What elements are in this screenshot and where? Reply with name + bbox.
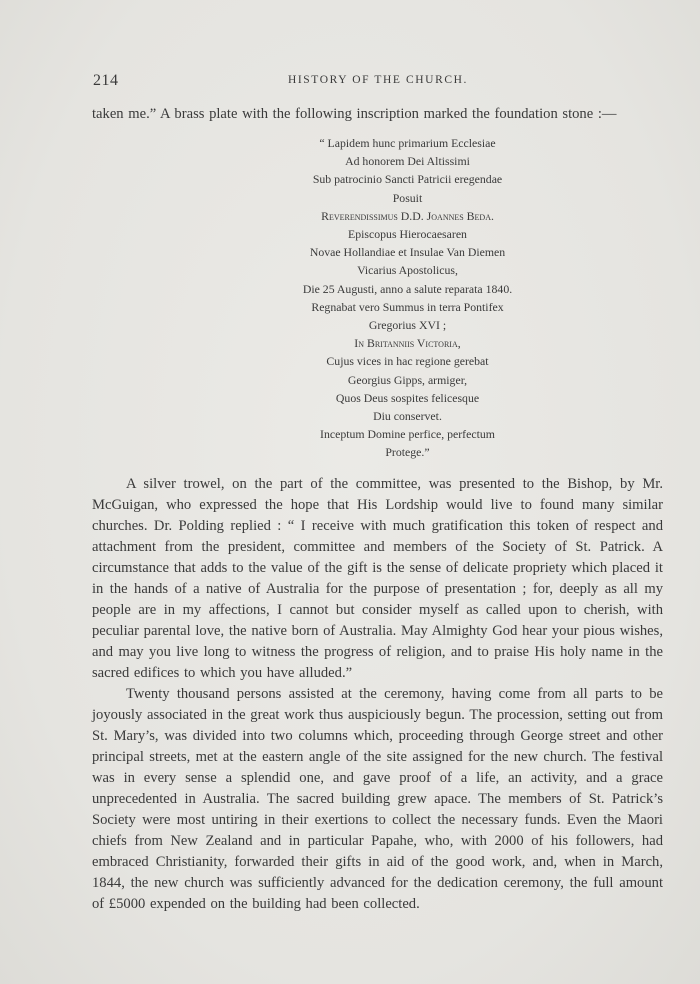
foundation-stone-inscription [92,134,663,462]
inscription-line: Sub patrocinio Sancti Patricii eregendae [312,172,503,187]
inscription-line: Vicarius Apostolicus, [357,263,458,278]
inscription-line: Diu conservet. [373,409,442,424]
opening-paragraph: taken me.” A brass plate with the following inscription marked the foundation stone :— [92,106,617,122]
inscription-line: Inceptum Domine perfice, perfectum [320,427,495,442]
page-body [92,104,663,915]
inscription-line: Die 25 Augusti, anno a salute reparata 1840. [302,281,513,296]
inscription-line: Cujus vices in hac regione gerebat [326,354,489,369]
inscription-line: “ Lapidem hunc primarium Ecclesiae [319,136,496,150]
trowel-paragraph: A silver trowel, on the part of the committee, was presented to the Bishop, by Mr. McGuigan, who expressed the hope that His Lordship would live to found many similar churches. Dr. Polding replied : “ I receive with much gratification this token of respect and attachment from the president, committee and members of the Society of St. Patrick. A circumstance that adds to the value of the gift is the sense of delicate propriety which placed it in the hands of a native of Australia for the purpose of presentation ; for, deeply as all my people are in my affections, I cannot but consider myself as called upon to cherish, with peculiar parental love, the native born of Australia. May Almighty God hear your pious wishes, and may you live long to witness the progress of religion, and to praise His holy name in the sacred edifices to which you have alluded.” [92,475,663,681]
inscription-line: Episcopus Hierocaesaren [348,227,467,242]
ceremony-paragraph: Twenty thousand persons assisted at the ceremony, having come from all parts to be joyously associated in the great work thus auspiciously begun. The procession, setting out from St. Mary’s, was divided into two columns which, proceeding through George street and other principal streets, met at the eastern angle of the site assigned for the new church. The festival was in every sense a splendid one, and gave proof of a life, an activity, and a grace unprecedented in Australia. The sacred building grew apace. The members of St. Patrick’s Society were most untiring in their exertions to collect the necessary funds. Even the Maori chiefs from New Zealand and in particular Papahe, who, with 2000 of his followers, had embraced Christianity, forwarded their gifts in aid of the good work, and, when in March, 1844, the new church was sufficiently advanced for the dedication ceremony, the full amount of £5000 expended on the building had been collected. [92,685,663,912]
inscription-line: Protege.” [385,445,430,460]
page-header [93,72,663,92]
page-number: 214 [93,72,119,89]
inscription-line: Posuit [392,190,423,205]
inscription-line: Gregorius XVI ; [368,318,447,333]
inscription-line: Regnabat vero Summus in terra Pontifex [311,299,504,314]
inscription-line: Ad honorem Dei Altissimi [345,154,470,169]
inscription-line: Quos Deus sospites felicesque [335,390,480,405]
inscription-line: Novae Hollandiae et Insulae Van Diemen [309,245,506,260]
inscription-line: In Britanniis Victoria, [354,336,461,351]
inscription-line: Reverendissimus D.D. Joannes Beda. [321,208,494,223]
inscription-line: Georgius Gipps, armiger, [347,372,468,387]
running-head: HISTORY OF THE CHURCH. [287,74,469,86]
